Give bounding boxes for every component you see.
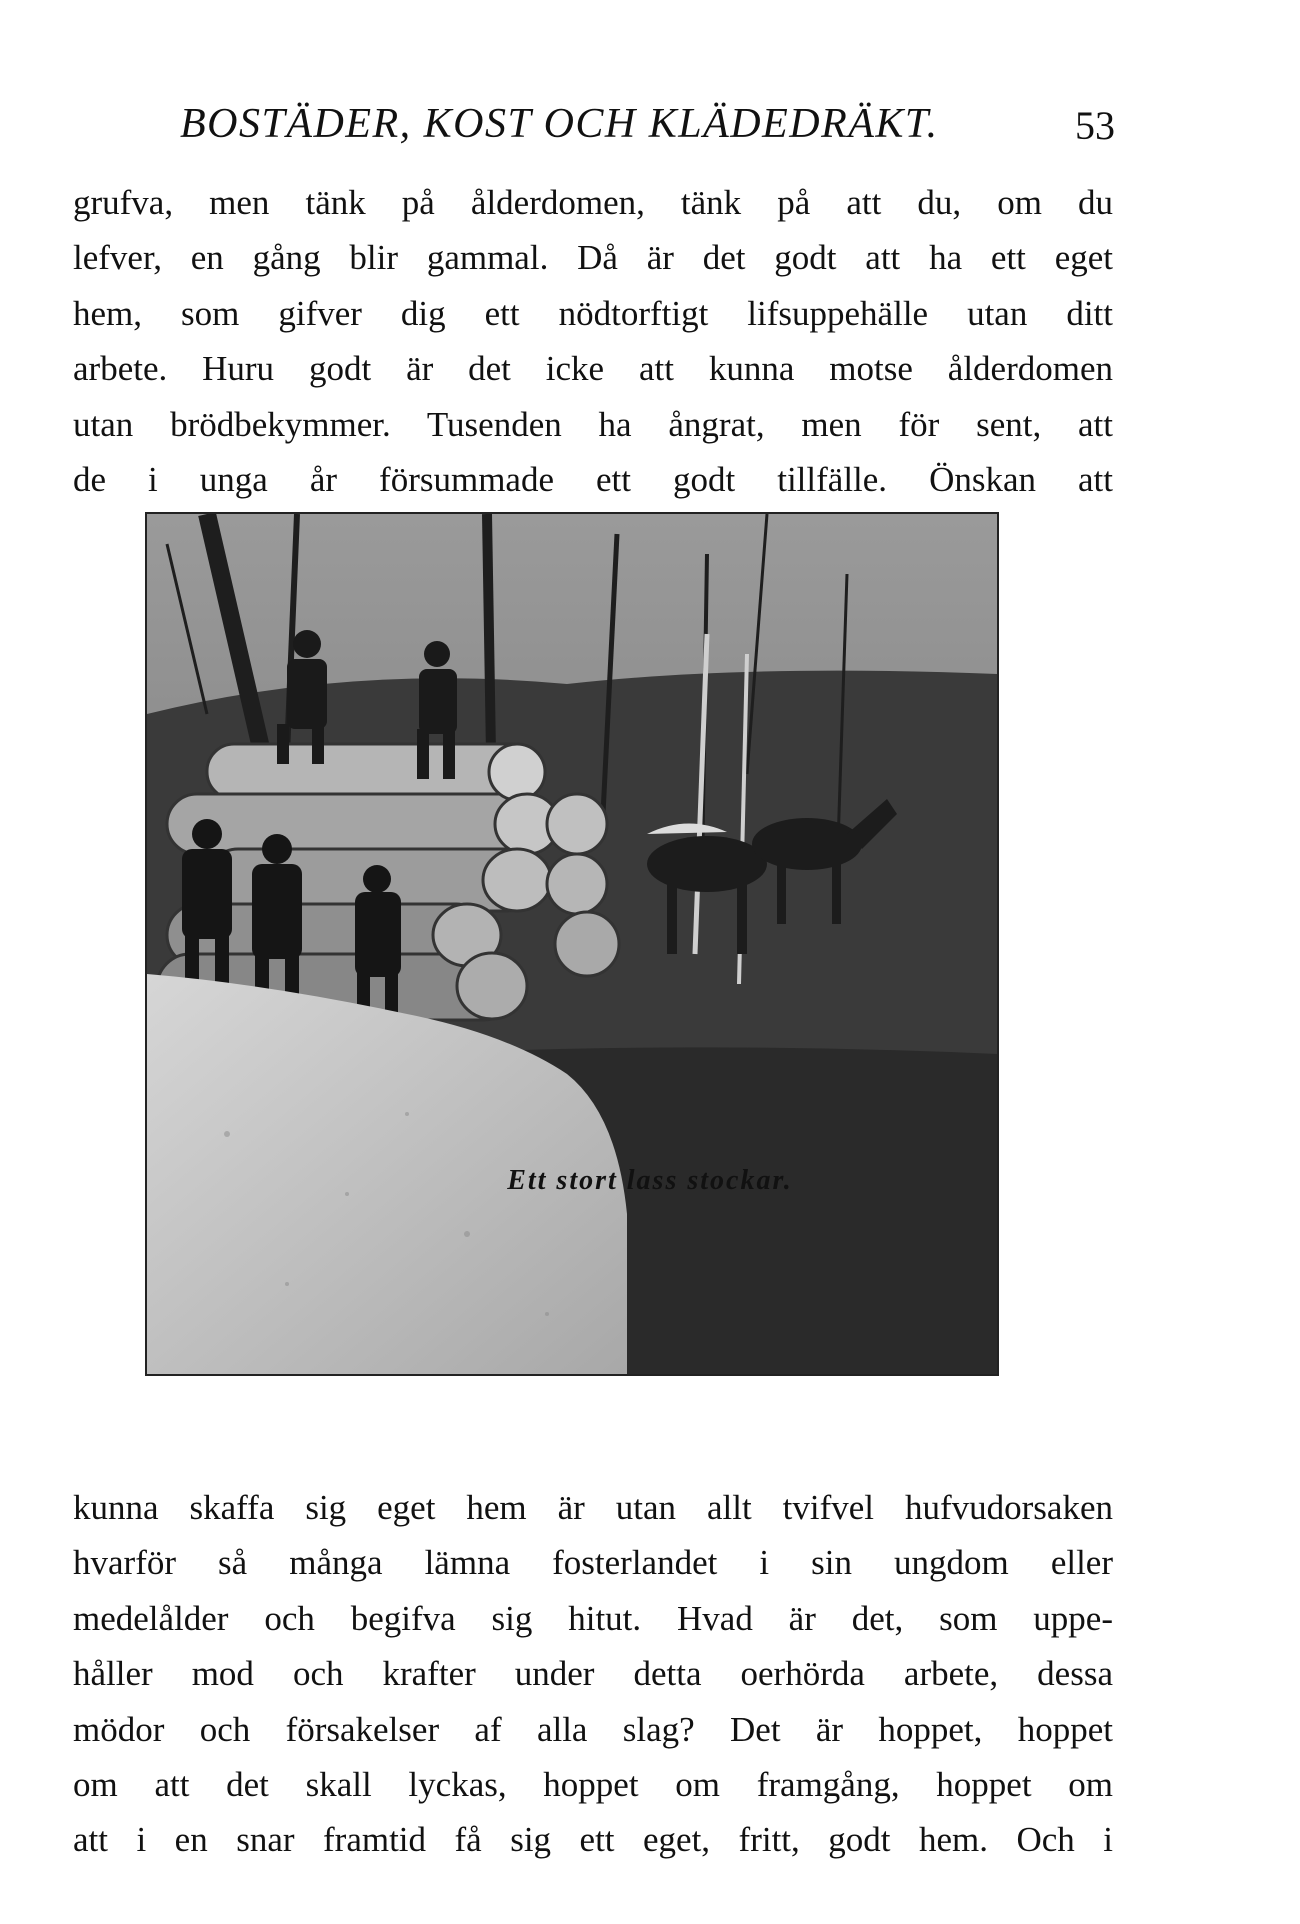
paragraph-top: [73, 175, 1113, 507]
text-line: hvarför så många lämna fosterlandet i sin ungdom eller: [73, 1543, 1113, 1583]
photograph-log-load: [145, 512, 999, 1376]
text-line: kunna skaffa sig eget hem är utan allt tvifvel hufvudorsaken: [73, 1488, 1113, 1527]
text-line: lefver, en gång blir gammal. Då är det godt att ha ett eget: [73, 238, 1113, 278]
text-line: håller mod och krafter under detta oerhörda arbete, dessa: [73, 1654, 1113, 1694]
running-title: BOSTÄDER, KOST OCH KLÄDEDRÄKT.: [180, 101, 939, 147]
text-line: om att det skall lyckas, hoppet om framgång, hoppet om: [73, 1764, 1113, 1804]
text-line: medelålder och begifva sig hitut. Hvad är det, som uppe-: [73, 1598, 1113, 1638]
photo-illustration: [147, 514, 997, 1374]
paragraph-bottom: [73, 1480, 1113, 1868]
text-line: utan brödbekymmer. Tusenden ha ångrat, men för sent, att: [73, 404, 1113, 444]
figure-caption: Ett stort lass stockar.: [507, 1165, 793, 1196]
text-line: arbete. Huru godt är det icke att kunna motse ålderdomen: [73, 349, 1113, 389]
text-line: de i unga år försummade ett godt tillfälle. Önskan att: [73, 459, 1113, 499]
text-line: grufva, men tänk på ålderdomen, tänk på att du, om du: [73, 183, 1113, 222]
page-header: [180, 100, 1115, 160]
text-line: mödor och försakelser af alla slag? Det är hoppet, hoppet: [73, 1709, 1113, 1749]
text-line: att i en snar framtid få sig ett eget, fritt, godt hem. Och i: [73, 1820, 1113, 1860]
page-number: 53: [1075, 103, 1115, 148]
text-line: hem, som gifver dig ett nödtorftigt lifsuppehälle utan ditt: [73, 293, 1113, 333]
